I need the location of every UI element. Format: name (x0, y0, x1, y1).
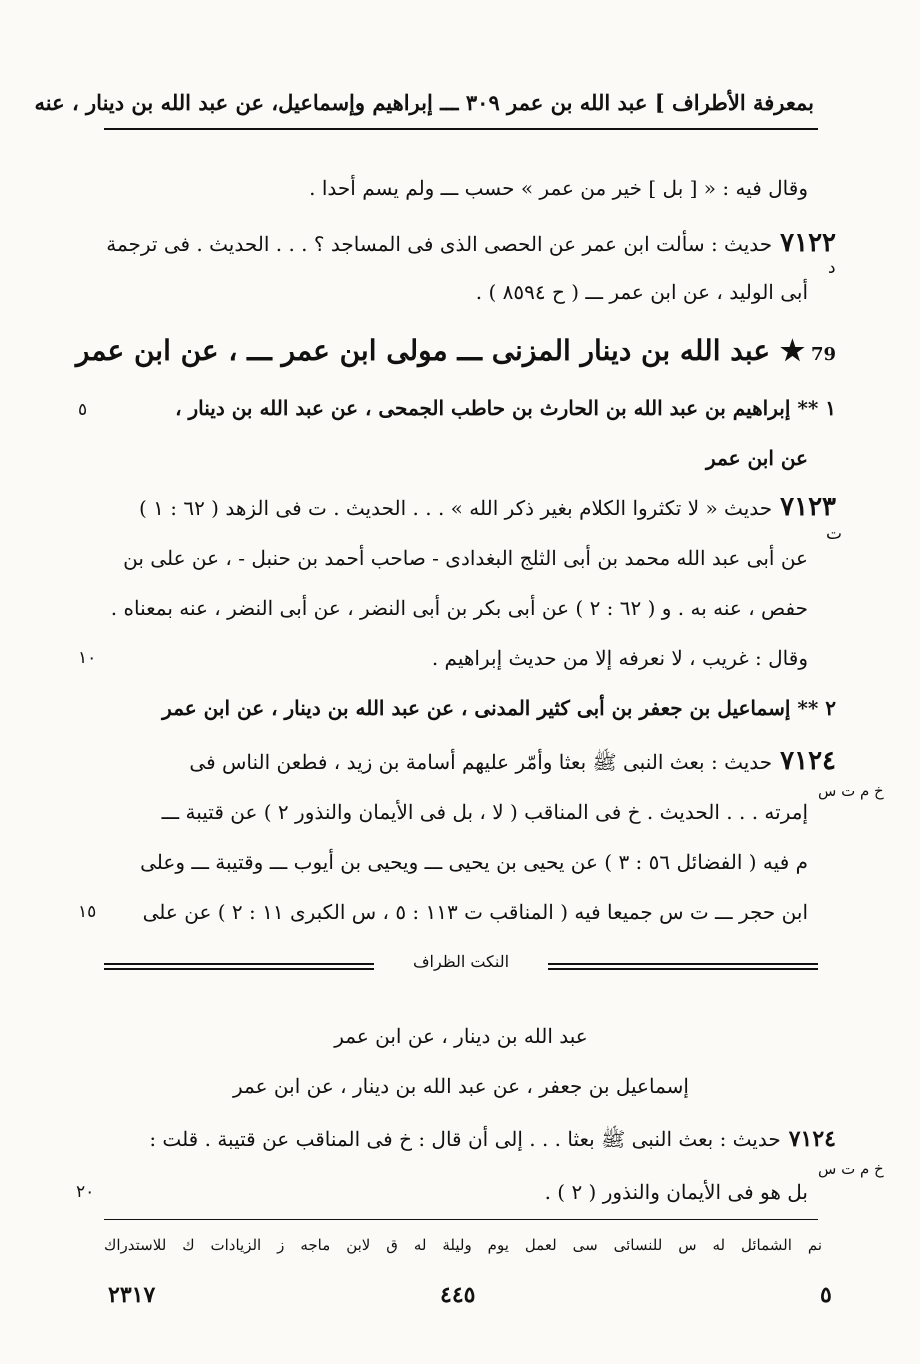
entry-2: ٢ ** إسماعيل بن جعفر بن أبى كثير المدنى ، عن عبد الله بن دينار ، عن ابن عمر (162, 696, 836, 720)
footnote-rule (104, 1219, 818, 1220)
margin-siglum: خ م ت س (818, 1160, 884, 1178)
text-line: عن أبى عبد الله محمد بن أبى الثلج البغدادى - صاحب أحمد بن حنبل - ، عن على بن (123, 546, 808, 570)
divider-label: النكت الظراف (412, 952, 510, 971)
nukat-heading: عبد الله بن دينار ، عن ابن عمر (334, 1024, 588, 1048)
text-line: إمرته . . . الحديث . خ فى المناقب ( لا ، بل فى الأيمان والنذور ٢ ) عن قتيبة ـــ (161, 800, 808, 824)
divider-rule (104, 963, 374, 970)
entry-1 (108, 396, 836, 420)
divider-rule (548, 963, 818, 970)
margin-siglum: ت (826, 524, 843, 544)
hadith-7123 (108, 492, 836, 522)
nukat-hadith-7124 (108, 1126, 836, 1156)
text-line: وقال فيه : « [ بل ] خير من عمر » حسب ـــ ولم يسم أحدا . (309, 176, 808, 200)
hadith-text: حديث : سألت ابن عمر عن الحصى الذى فى المساجد ؟ . . . الحديث . فى ترجمة (106, 232, 773, 256)
text-line: م فيه ( الفضائل ٥٦ : ٣ ) عن يحيى بن يحيى ـــ ويحيى بن أيوب ـــ وقتيبة ـــ وعلى (140, 850, 808, 874)
line-number: ٢٠ (76, 1182, 95, 1202)
section-number: 79 (810, 344, 836, 365)
running-header: بمعرفة الأطراف ] عبد الله بن عمر ٣٠٩ ـــ إبراهيم وإسماعيل، عن عبد الله بن دينار ، عنه (34, 90, 814, 115)
section-heading-79 (75, 334, 836, 367)
hadith-text: حديث : بعث النبى ﷺ بعثا وأمّر عليهم أسامة بن زيد ، فطعن الناس فى (189, 750, 773, 774)
hadith-7122 (108, 228, 836, 258)
hadith-7124 (108, 746, 836, 779)
text-line: وقال : غريب ، لا نعرفه إلا من حديث إبراهيم . (431, 646, 808, 670)
entry-text: إبراهيم بن عبد الله بن الحارث بن حاطب الجمحى ، عن عبد الله بن دينار ، (175, 396, 791, 420)
margin-siglum: خ م ت س (818, 782, 884, 800)
hadith-number: ٧١٢٤ (780, 746, 836, 776)
hadith-text: حديث : بعث النبى ﷺ بعثا . . . إلى أن قال : خ فى المناقب عن قتيبة . قلت : (149, 1127, 781, 1151)
section-divider (104, 952, 818, 974)
text-line: أبى الوليد ، عن ابن عمر ـــ ( ح ٨٥٩٤ ) . (475, 280, 808, 304)
page-number-center: ٤٤٥ (440, 1282, 476, 1308)
footnote-abbreviations: نم الشمائل له س للنسائى سى لعمل يوم وليلة له ق لابن ماجه ز الزيادات ك للاستدراك (104, 1236, 822, 1254)
text-line: حفص ، عنه به . و ( ٦٢ : ٢ ) عن أبى بكر بن أبى النضر ، عن أبى النضر ، عنه بمعناه . (110, 596, 808, 620)
hadith-text: حديث « لا تكثروا الكلام بغير ذكر الله » . . . الحديث . ت فى الزهد ( ٦٢ : ١ ) (138, 496, 773, 520)
entry-text: عن ابن عمر (706, 446, 808, 470)
header-rule (104, 128, 818, 130)
line-number: ٥ (78, 400, 88, 420)
line-number: ١٥ (78, 902, 97, 922)
nukat-heading: إسماعيل بن جعفر ، عن عبد الله بن دينار ، عن ابن عمر (233, 1074, 689, 1098)
section-title: ★ عبد الله بن دينار المزنى ـــ مولى ابن عمر ـــ ، عن ابن عمر (75, 334, 805, 367)
line-number: ١٠ (78, 648, 97, 668)
hadith-number: ٧١٢٣ (780, 492, 836, 522)
page-number-left: ٢٣١٧ (108, 1282, 156, 1308)
entry-marker: ١ ** (797, 396, 836, 420)
hadith-number: ٧١٢٢ (780, 228, 836, 258)
margin-siglum: د (828, 258, 836, 278)
text-line: بل هو فى الأيمان والنذور ( ٢ ) . (544, 1180, 808, 1204)
hadith-number: ٧١٢٤ (788, 1126, 836, 1152)
text-line: ابن حجر ـــ ت س جميعا فيه ( المناقب ت ١١٣ : ٥ ، س الكبرى ١١ : ٢ ) عن على (142, 900, 808, 924)
page-number-right: ٥ (820, 1282, 832, 1308)
